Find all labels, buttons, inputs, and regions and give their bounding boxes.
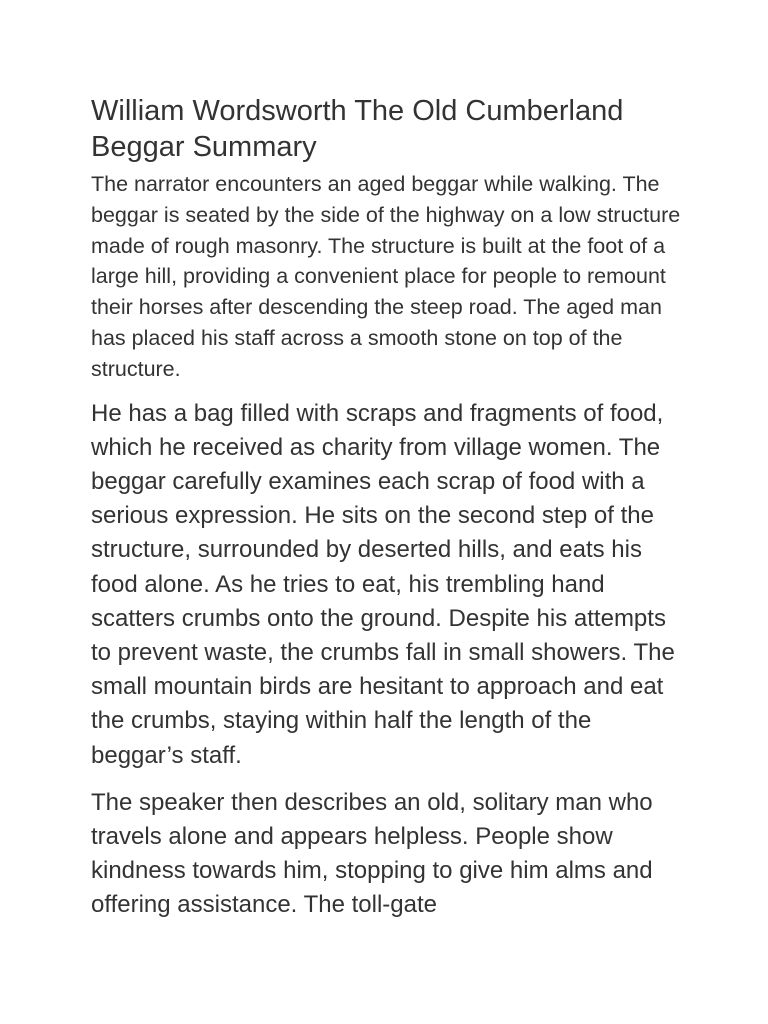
body-paragraph-1: He has a bag filled with scraps and fragments of food, which he received as charity from village women. The beggar carefully examines each scrap of food with a serious expression. He sits on the second step of the structure, surrounded by deserted hills, and eats his food alone. As he tries to eat, his trembling hand scatters crumbs onto the ground. Despite his attempts to prevent waste, the crumbs fall in small showers. The small mountain birds are hesitant to approach and eat the crumbs, staying within half the length of the beggar’s staff. bbox=[91, 399, 675, 769]
document-page bbox=[91, 93, 681, 923]
body-paragraph-2: The speaker then describes an old, solitary man who travels alone and appears helpless. People show kindness towards him, stopping to give him alms and offering assistance. The toll-gate bbox=[91, 788, 653, 919]
document-title: William Wordsworth The Old Cumberland Beggar Summary bbox=[91, 95, 624, 163]
intro-paragraph: The narrator encounters an aged beggar while walking. The beggar is seated by the side of the highway on a low structure made of rough masonry. The structure is built at the foot of a large hill, providing a convenient place for people to remount their horses after descending the steep road. The aged man has placed his staff across a smooth stone on top of the structure. bbox=[91, 172, 681, 381]
